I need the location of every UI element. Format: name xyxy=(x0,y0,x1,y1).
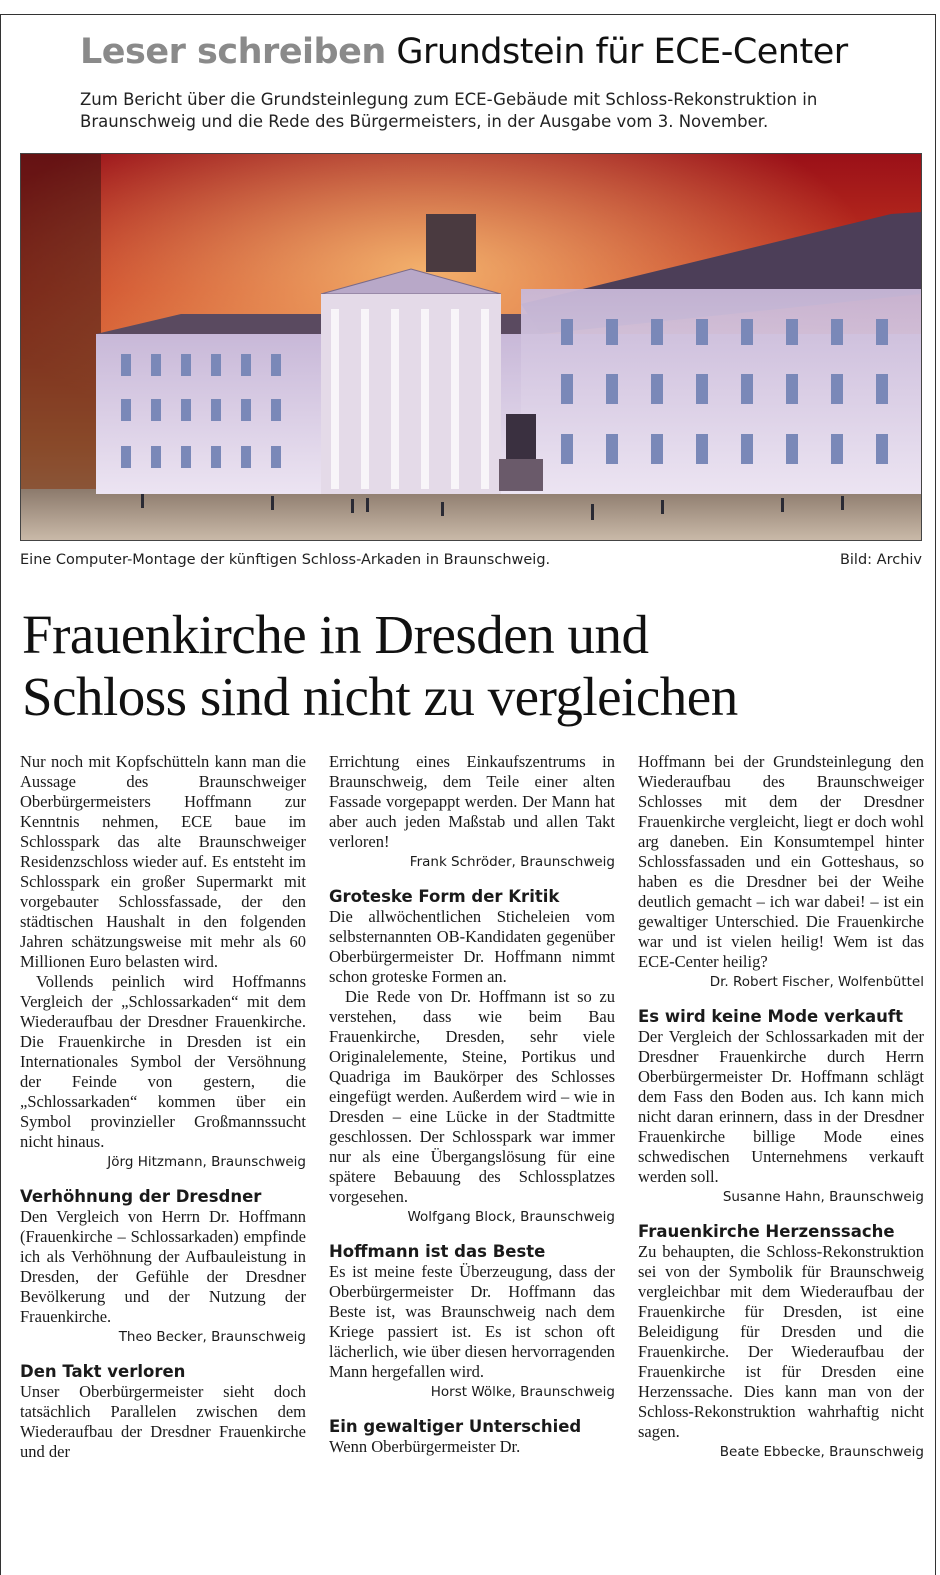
section-title: Grundstein für ECE-Center xyxy=(396,32,848,72)
letter-5-title: Hoffmann ist das Beste xyxy=(329,1242,546,1261)
letter-7-title: Es wird keine Mode verkauft xyxy=(638,1007,903,1026)
letter-1-signature: Jörg Hitzmann, Braunschweig xyxy=(107,1154,306,1170)
letter-3-signature: Frank Schröder, Braunschweig xyxy=(409,854,615,870)
letter-7-signature: Susanne Hahn, Braunschweig xyxy=(722,1189,924,1205)
letter-8-paragraph-1: Zu behaupten, die Schloss-Rekonstruktion sei von der Symbolik für Braunschweig vergleichbar mit dem Wiederaufbau der Frauenkirche für Dresden, ist eine Beleidigung für Dresden und die Frauenkirche. Der Wiederaufbau der Frauenkirche ist für Dresden eine Herzenssache. Dies kann man von der Schloss-Rekonstruktion wahrhaftig nicht sagen. xyxy=(638,1242,924,1441)
letter-2-title: Verhöhnung der Dresdner xyxy=(20,1187,262,1206)
photo-credit: Bild: Archiv xyxy=(839,552,922,568)
photo-schloss-arkaden xyxy=(20,153,922,541)
letter-4-paragraph-1: Die allwöchentlichen Sticheleien vom selbsternannten OB-Kandidaten gegenüber Oberbürgermeister Dr. Hoffmann nimmt schon groteske Formen an. xyxy=(329,907,615,986)
letter-1-paragraph-2: Vollends peinlich wird Hoffmanns Vergleich der „Schlossarkaden“ mit dem Wiederaufbau der Dresdner Frauenkirche. Die Frauenkirche in Dresden ist ein Internationales Symbol der Versöhnung der Feinde von gestern, die „Schlossarkaden“ kommen über ein Symbol provinzieller Großmannssucht nicht hinaus. xyxy=(20,972,306,1151)
letter-4-paragraph-2: Die Rede von Dr. Hoffmann ist so zu verstehen, dass wie beim Bau Frauenkirche, Dresden, sehr viele Originalelemente, Steine, Portikus und Quadriga im Baukörper des Schlosses eingefügt werden. Außerdem wird – wie in Dresden – eine Lücke in der Stadtmitte geschlossen. Der Schlosspark war immer nur als eine Übergangslösung für eine spätere Bebauung des Schlossplatzes vorgesehen. xyxy=(329,987,615,1206)
letter-8-title: Frauenkirche Herzenssache xyxy=(638,1222,895,1241)
letter-1-paragraph-1: Nur noch mit Kopfschütteln kann man die Aussage des Braunschweiger Oberbürgermeisters Hoffmann zur Kenntnis nehmen, ECE baue im Schlosspark das alte Braunschweiger Residenzschloss wieder auf. Es entsteht im Schlosspark ein großer Supermarkt mit vorgebauter Schlossfassade, der den städtischen Haushalt in den folgenden Jahren schätzungsweise mit mehr als 60 Millionen Euro belasten wird. xyxy=(20,752,306,971)
letter-6-paragraph-1b: Hoffmann bei der Grundsteinlegung den Wiederaufbau des Braunschweiger Schlosses mit dem der Dresdner Frauenkirche vergleicht, liegt er doch wohl arg daneben. Ein Konsumtempel hinter Schlossfassaden und ein Gotteshaus, so haben es die Dresdner bei der Weihe deutlich gemacht – ich war dabei! – ist ein gewaltiger Unterschied. Die Frauenkirche war und ist vielen heilig! Wem ist das ECE-Center heilig? xyxy=(638,752,924,971)
column-2 xyxy=(329,752,615,1457)
letter-8-signature: Beate Ebbecke, Braunschweig xyxy=(719,1444,924,1460)
letter-3-paragraph-1a: Unser Oberbürgermeister sieht doch tatsächlich Parallelen zwischen dem Wiederaufbau der Dresdner Frauenkirche und der xyxy=(20,1382,306,1461)
letter-7-paragraph-1: Der Vergleich der Schlossarkaden mit der Dresdner Frauenkirche durch Herrn Oberbürgermeister Dr. Hoffmann schlägt dem Fass den Boden aus. Ich kann mich nicht daran erinnern, dass in der Dresdner Frauenkirche billige Mode eines schwedischen Unternehmens verkauft werden soll. xyxy=(638,1027,924,1186)
headline-line-2: Schloss sind nicht zu vergleichen xyxy=(22,666,738,727)
letter-3-title: Den Takt verloren xyxy=(20,1362,186,1381)
letter-2-paragraph-1: Den Vergleich von Herrn Dr. Hoffmann (Frauenkirche – Schlossarkaden) empfinde ich als Verhöhnung der Aufbauleistung in Dresden, der Gefühle der Dresdner Bevölkerung und der Nutzung der Frauenkirche. xyxy=(20,1207,306,1326)
letter-3-paragraph-1b: Errichtung eines Einkaufszentrums in Braunschweig, dem Teile einer alten Fassade vorgepappt werden. Der Mann hat aber auch jeden Maßstab und allen Takt verloren! xyxy=(329,752,615,851)
letter-6-title: Ein gewaltiger Unterschied xyxy=(329,1417,582,1436)
headline xyxy=(22,604,922,728)
column-3 xyxy=(638,752,924,1462)
intro-text: Zum Bericht über die Grundsteinlegung zum ECE-Gebäude mit Schloss-Rekonstruktion in Braunschweig und die Rede des Bürgermeisters, in der Ausgabe vom 3. November. xyxy=(80,90,818,131)
headline-line-1: Frauenkirche in Dresden und xyxy=(22,604,649,665)
letter-6-paragraph-1a: Wenn Oberbürgermeister Dr. xyxy=(329,1437,521,1456)
column-1 xyxy=(20,752,306,1462)
letter-2-signature: Theo Becker, Braunschweig xyxy=(118,1329,306,1345)
photo-caption xyxy=(20,552,922,574)
letter-4-title: Groteske Form der Kritik xyxy=(329,887,560,906)
kicker xyxy=(80,30,848,74)
letter-5-signature: Horst Wölke, Braunschweig xyxy=(430,1384,615,1400)
letter-5-paragraph-1: Es ist meine feste Überzeugung, dass der Oberbürgermeister Dr. Hoffmann das Beste ist, was Braunschweig nach dem Kriege passiert ist. Es ist schon oft lächerlich, wie über diesen hervorragenden Mann hergefallen wird. xyxy=(329,1262,615,1381)
letter-4-signature: Wolfgang Block, Braunschweig xyxy=(407,1209,615,1225)
caption-text: Eine Computer-Montage der künftigen Schloss-Arkaden in Braunschweig. xyxy=(20,552,551,568)
letter-6-signature: Dr. Robert Fischer, Wolfenbüttel xyxy=(709,974,924,990)
rubric-label: Leser schreiben xyxy=(80,32,386,72)
